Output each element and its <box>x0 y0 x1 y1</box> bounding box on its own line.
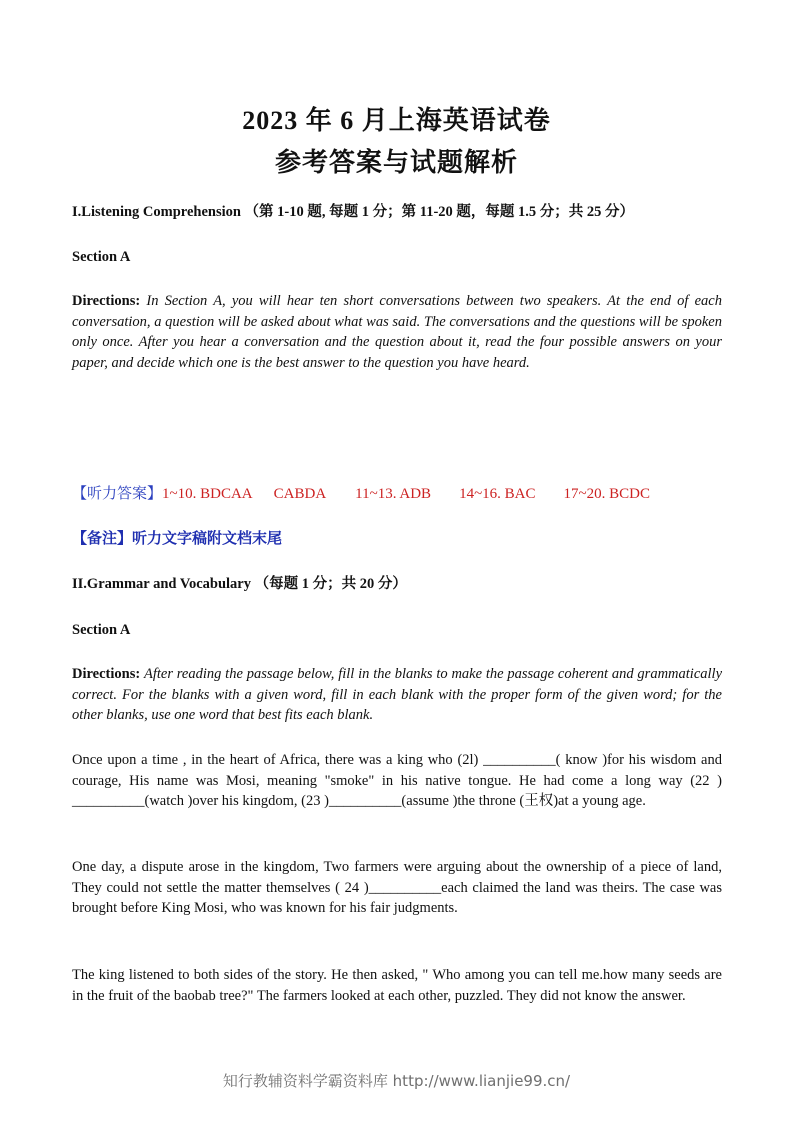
document-subtitle: 参考答案与试题解析 <box>274 148 518 177</box>
answers-14-16: 14~16. BAC <box>459 486 536 502</box>
part1-heading: I.Listening Comprehension （第 1-10 题, 每题 1 分；第 11-20 题，每题 1.5 分；共 25 分） <box>72 204 635 220</box>
answers-17-20: 17~20. BCDC <box>563 486 650 502</box>
directions-2-text: After reading the passage below, fill in the blanks to make the passage coherent and grammatically correct. For the blanks with a given word, fill in each blank with the proper form of the given word; for the other blanks, use one word that best fits each blank. <box>72 666 723 723</box>
section-a-heading-2: Section A <box>72 622 131 638</box>
passage-paragraph-2: One day, a dispute arose in the kingdom, Two farmers were arguing about the ownership of a piece of land, They could not settle the matter themselves ( 24 )__________each claimed the land was theirs. The case was brought before King Mosi, who was known for his fair judgments. <box>72 859 722 916</box>
answers-11-13: 11~13. ADB <box>355 486 432 502</box>
passage-paragraph-1: Once upon a time , in the heart of Africa, there was a king who (2l) __________( know )for his wisdom and courage, His name was Mosi, meaning "smoke" in his native tongue. He had come a long way (22 ) __________(watch )over his kingdom, (23 )__________(assume )the throne (王权)at a young age. <box>72 752 722 809</box>
directions-2 <box>72 664 722 726</box>
listening-answers <box>72 484 722 505</box>
listening-answers-label: 【听力答案】 <box>72 486 163 502</box>
directions-label-1: Directions: <box>72 293 141 309</box>
directions-1 <box>72 291 722 373</box>
passage-paragraph-3: The king listened to both sides of the story. He then asked, " Who among you can tell me.how many seeds are in the fruit of the baobab tree?" The farmers looked at each other, puzzled. They did not know the answer. <box>72 967 722 1004</box>
transcript-note: 【备注】听力文字稿附文档末尾 <box>72 531 283 547</box>
part2-heading: II.Grammar and Vocabulary （每题 1 分；共 20 分） <box>72 576 407 592</box>
answers-6-10: CABDA <box>273 486 327 502</box>
footer-watermark: 知行教辅资料学霸资料库 http://www.lianjie99.cn/ <box>222 1072 571 1090</box>
answers-1-10: 1~10. BDCAA <box>162 486 253 502</box>
document-title: 2023 年 6 月上海英语试卷 <box>242 106 551 135</box>
directions-label-2: Directions: <box>72 666 141 682</box>
section-a-heading-1: Section A <box>72 249 131 265</box>
directions-1-text: In Section A, you will hear ten short conversations between two speakers. At the end of each conversation, a question will be asked about what was said. The conversations and the questions will be spoken only once. After you hear a conversation and the question about it, read the four possible answers on your paper, and decide which one is the best answer to the question you have heard. <box>72 293 722 371</box>
